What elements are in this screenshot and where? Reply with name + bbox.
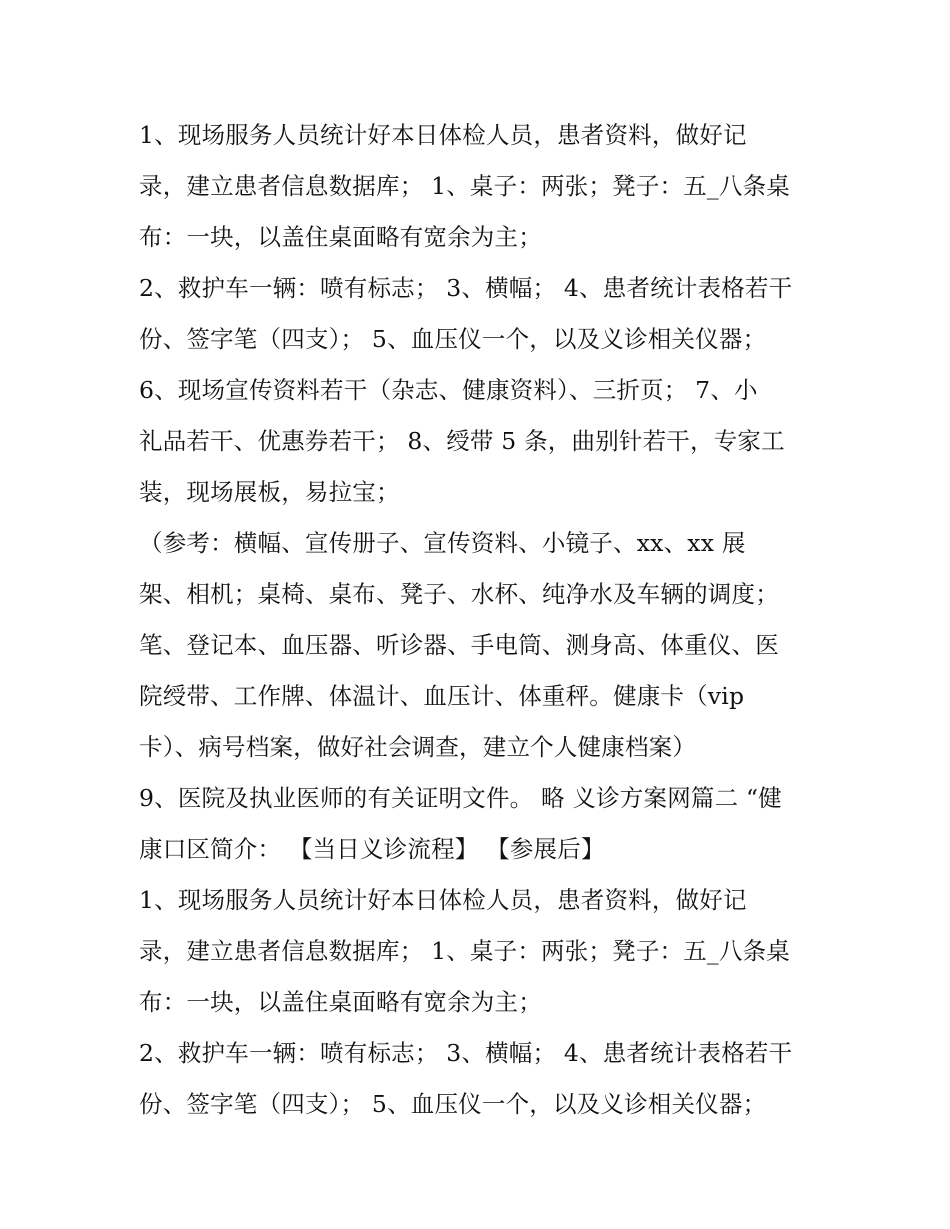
text-line: 架、相机；桌椅、桌布、凳子、水杯、纯净水及车辆的调度； bbox=[139, 580, 779, 608]
text-line: 录，建立患者信息数据库； 1、桌子：两张；凳子：五_八条桌 bbox=[139, 937, 790, 965]
text-line: 9、医院及执业医师的有关证明文件。 略 义诊方案网篇二 “健 bbox=[139, 784, 782, 812]
text-line: 6、现场宣传资料若干（杂志、健康资料）、三折页； 7、小 bbox=[139, 376, 758, 404]
text-line: 院绶带、工作牌、体温计、血压计、体重秤。健康卡（vip bbox=[139, 682, 745, 710]
text-line: 录，建立患者信息数据库； 1、桌子：两张；凳子：五_八条桌 bbox=[139, 172, 790, 200]
text-line: 2、救护车一辆：喷有标志； 3、横幅； 4、患者统计表格若干 bbox=[139, 1039, 793, 1067]
text-line: 礼品若干、优惠券若干； 8、绶带 5 条，曲别针若干，专家工 bbox=[139, 427, 785, 455]
text-line: （参考：横幅、宣传册子、宣传资料、小镜子、xx、xx 展 bbox=[139, 529, 746, 557]
text-line: 布：一块，以盖住桌面略有宽余为主； bbox=[139, 988, 542, 1016]
text-line: 份、签字笔（四支）； 5、血压仪一个，以及义诊相关仪器； bbox=[139, 1090, 767, 1118]
text-line: 布：一块，以盖住桌面略有宽余为主； bbox=[139, 223, 542, 251]
text-line: 装，现场展板，易拉宝； bbox=[139, 478, 400, 506]
text-line: 份、签字笔（四支）； 5、血压仪一个，以及义诊相关仪器； bbox=[139, 325, 767, 353]
text-line: 1、现场服务人员统计好本日体检人员，患者资料，做好记 bbox=[139, 886, 747, 914]
text-line: 2、救护车一辆：喷有标志； 3、横幅； 4、患者统计表格若干 bbox=[139, 274, 793, 302]
text-line: 1、现场服务人员统计好本日体检人员，患者资料，做好记 bbox=[139, 121, 747, 149]
text-line: 康口区简介： 【当日义诊流程】 【参展后】 bbox=[139, 835, 605, 863]
document-body bbox=[139, 110, 819, 1130]
text-line: 笔、登记本、血压器、听诊器、手电筒、测身高、体重仪、医 bbox=[139, 631, 779, 659]
text-line: 卡）、病号档案，做好社会调查，建立个人健康档案） bbox=[139, 733, 697, 761]
